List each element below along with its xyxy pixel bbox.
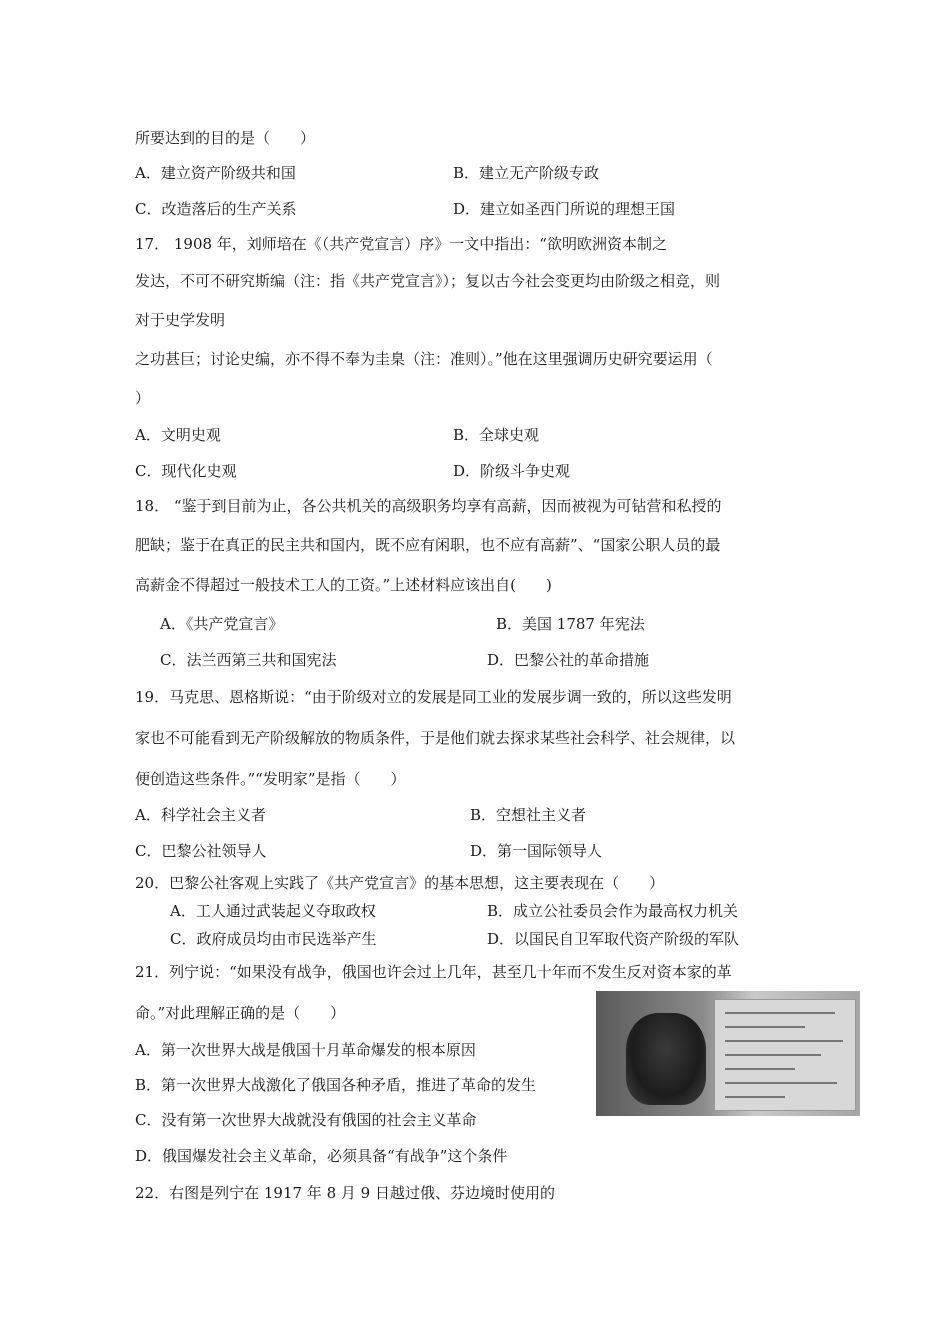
portrait-image (626, 1013, 706, 1105)
q19-option-b: B．空想社主义者 (470, 806, 587, 824)
q17-stem-line1: 17． 1908 年，刘师培在《（共产党宣言）序》一文中指出：“欲明欧洲资本制之 (135, 235, 667, 253)
q17-stem-line2: 发达，不可不研究斯编（注：指《共产党宣言》）；复以古今社会变更均由阶级之相竞，则 (135, 272, 721, 290)
q18-option-d: D．巴黎公社的革命措施 (487, 651, 650, 669)
q17-stem-line3: 对于史学发明 (135, 311, 226, 329)
q18-option-b: B．美国 1787 年宪法 (496, 615, 645, 633)
q22-stem-line1: 22．右图是列宁在 1917 年 8 月 9 日越过俄、芬边境时使用的 (135, 1184, 555, 1202)
q21-option-c: C．没有第一次世界大战就没有俄国的社会主义革命 (135, 1111, 477, 1129)
q19-option-c: C．巴黎公社领导人 (135, 842, 267, 860)
q19-option-a: A．科学社会主义者 (135, 806, 266, 824)
q19-option-d: D．第一国际领导人 (470, 842, 603, 860)
q17-option-c: C．现代化史观 (135, 462, 237, 480)
q17-stem-line4: 之功甚巨；讨论史编，亦不得不奉为圭臬（注：准则）。”他在这里强调历史研究要运用（ (135, 350, 713, 368)
q16-option-b: B．建立无产阶级专政 (453, 164, 600, 182)
q21-option-a: A．第一次世界大战是俄国十月革命爆发的根本原因 (135, 1041, 476, 1059)
q20-option-c: C．政府成员均由市民选举产生 (170, 930, 377, 948)
q21-option-d: D．俄国爆发社会主义革命，必须具备“有战争”这个条件 (135, 1147, 508, 1165)
q17-option-b: B．全球史观 (453, 426, 540, 444)
q17-option-d: D．阶级斗争史观 (453, 462, 571, 480)
q19-stem-line1: 19．马克思、恩格斯说：“由于阶级对立的发展是同工业的发展步调一致的，所以这些发明 (135, 688, 732, 706)
q18-option-a: A．《共产党宣言》 (160, 615, 284, 633)
q17-stem-line5: ） (135, 389, 151, 407)
q21-stem-line1: 21．列宁说：“如果没有战争，俄国也许会过上几年，甚至几十年而不发生反对资本家的革 (135, 963, 732, 981)
q18-stem-line2: 肥缺；鉴于在真正的民主共和国内，既不应有闲职，也不应有高薪”、“国家公职人员的最 (135, 536, 721, 554)
q21-stem-line2: 命。”对此理解正确的是（ ） (135, 1004, 346, 1022)
id-card-document (714, 999, 856, 1111)
q17-option-a: A．文明史观 (135, 426, 221, 444)
q16-option-c: C．改造落后的生产关系 (135, 200, 297, 218)
q19-stem-line3: 便创造这些条件。”“发明家”是指（ ） (135, 770, 406, 788)
q16-option-d: D．建立如圣西门所说的理想王国 (453, 200, 676, 218)
q16-stem: 所要达到的目的是（ ） (135, 129, 316, 147)
q20-option-b: B．成立公社委员会作为最高权力机关 (487, 902, 739, 920)
q18-stem-line3: 高薪金不得超过一般技术工人的工资。”上述材料应该出自( ) (135, 576, 552, 594)
lenin-id-card-photo (596, 991, 860, 1116)
q18-stem-line1: 18． “鉴于到目前为止，各公共机关的高级职务均享有高薪，因而被视为可钻营和私授的 (135, 497, 722, 515)
q19-stem-line2: 家也不可能看到无产阶级解放的物质条件，于是他们就去探求某些社会科学、社会规律，以 (135, 729, 736, 747)
q21-option-b: B．第一次世界大战激化了俄国各种矛盾，推进了革命的发生 (135, 1076, 537, 1094)
q18-option-c: C．法兰西第三共和国宪法 (160, 651, 337, 669)
q20-option-a: A．工人通过武装起义夺取政权 (170, 902, 376, 920)
q20-stem: 20．巴黎公社客观上实践了《共产党宣言》的基本思想，这主要表现在（ ） (135, 874, 665, 892)
q16-option-a: A．建立资产阶级共和国 (135, 164, 296, 182)
q20-option-d: D．以国民自卫军取代资产阶级的军队 (487, 930, 740, 948)
